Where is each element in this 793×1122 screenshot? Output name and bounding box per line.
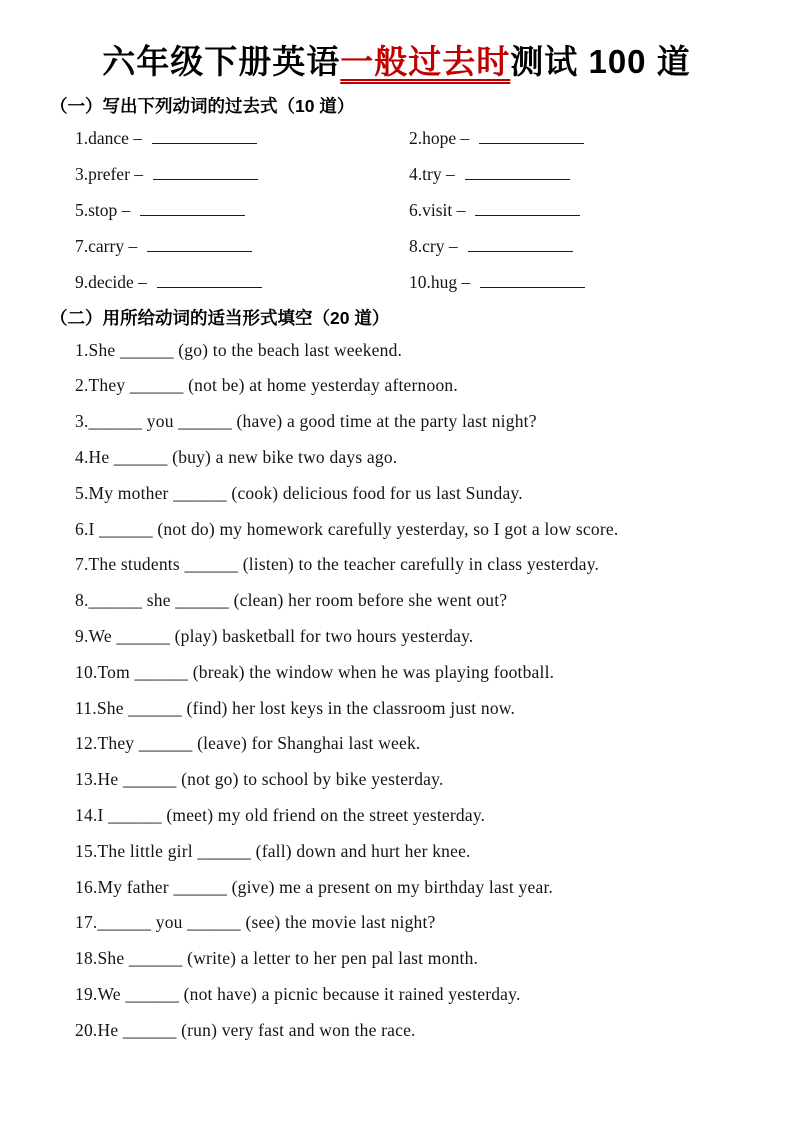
verb-label: 4.try – [409, 163, 455, 184]
verb-label: 5.stop – [75, 199, 131, 220]
question-item: 7.The students ______ (listen) to the teacher carefully in class yesterday. [75, 554, 600, 575]
question-item: 13.He ______ (not go) to school by bike yesterday. [75, 769, 444, 790]
verb-item [75, 236, 409, 256]
question-item: 10.Tom ______ (break) the window when he was playing football. [75, 661, 555, 682]
question-item: 15.The little girl ______ (fall) down and hurt her knee. [75, 840, 471, 861]
question-item: 18.She ______ (write) a letter to her pen pal last month. [75, 948, 479, 969]
question-item: 19.We ______ (not have) a picnic because it rained yesterday. [75, 983, 521, 1004]
verb-label: 2.hope – [409, 127, 470, 148]
answer-blank [480, 272, 585, 288]
question-item: 3.______ you ______ (have) a good time at the party last night? [75, 411, 537, 432]
answer-blank [468, 236, 573, 252]
question-item: 5.My mother ______ (cook) delicious food for us last Sunday. [75, 482, 523, 503]
answer-blank [152, 128, 257, 144]
question-item: 16.My father ______ (give) me a present on my birthday last year. [75, 876, 554, 897]
verb-item [75, 272, 409, 292]
verb-item [75, 200, 409, 220]
question-item: 12.They ______ (leave) for Shanghai last week. [75, 733, 421, 754]
section1-verb-list [50, 128, 743, 292]
title-suffix: 测试 100 道 [510, 43, 691, 80]
question-item: 2.They ______ (not be) at home yesterday afternoon. [75, 375, 458, 396]
title-highlight: 一般过去时 [340, 43, 511, 80]
question-item: 17.______ you ______ (see) the movie last night? [75, 912, 436, 933]
answer-blank [479, 128, 584, 144]
question-item: 20.He ______ (run) very fast and won the race. [75, 1019, 416, 1040]
question-item: 14.I ______ (meet) my old friend on the street yesterday. [75, 804, 486, 825]
verb-item [409, 200, 743, 220]
title-prefix: 六年级下册英语 [102, 43, 341, 80]
page-title [50, 42, 743, 82]
answer-blank [465, 164, 570, 180]
verb-label: 8.cry – [409, 235, 458, 256]
verb-label: 9.decide – [75, 271, 147, 292]
verb-item [409, 236, 743, 256]
verb-label: 10.hug – [409, 271, 471, 292]
section1-heading: （一）写出下列动词的过去式（10 道） [50, 95, 355, 116]
verb-item [409, 272, 743, 292]
question-item: 8.______ she ______ (clean) her room before she went out? [75, 590, 508, 611]
section2-heading: （二）用所给动词的适当形式填空（20 道） [50, 307, 390, 328]
verb-label: 7.carry – [75, 235, 138, 256]
question-item: 1.She ______ (go) to the beach last weekend. [75, 339, 403, 360]
question-item: 9.We ______ (play) basketball for two hours yesterday. [75, 625, 474, 646]
verb-label: 1.dance – [75, 127, 143, 148]
verb-label: 3.prefer – [75, 163, 144, 184]
answer-blank [147, 236, 252, 252]
answer-blank [140, 200, 245, 216]
verb-label: 6.visit – [409, 199, 466, 220]
answer-blank [157, 272, 262, 288]
verb-item [409, 164, 743, 184]
answer-blank [153, 164, 258, 180]
answer-blank [475, 200, 580, 216]
verb-item [75, 128, 409, 148]
section2-question-list [50, 340, 743, 1040]
verb-item [409, 128, 743, 148]
verb-item [75, 164, 409, 184]
question-item: 6.I ______ (not do) my homework carefully yesterday, so I got a low score. [75, 518, 619, 539]
question-item: 4.He ______ (buy) a new bike two days ago. [75, 446, 398, 467]
question-item: 11.She ______ (find) her lost keys in the classroom just now. [75, 697, 516, 718]
